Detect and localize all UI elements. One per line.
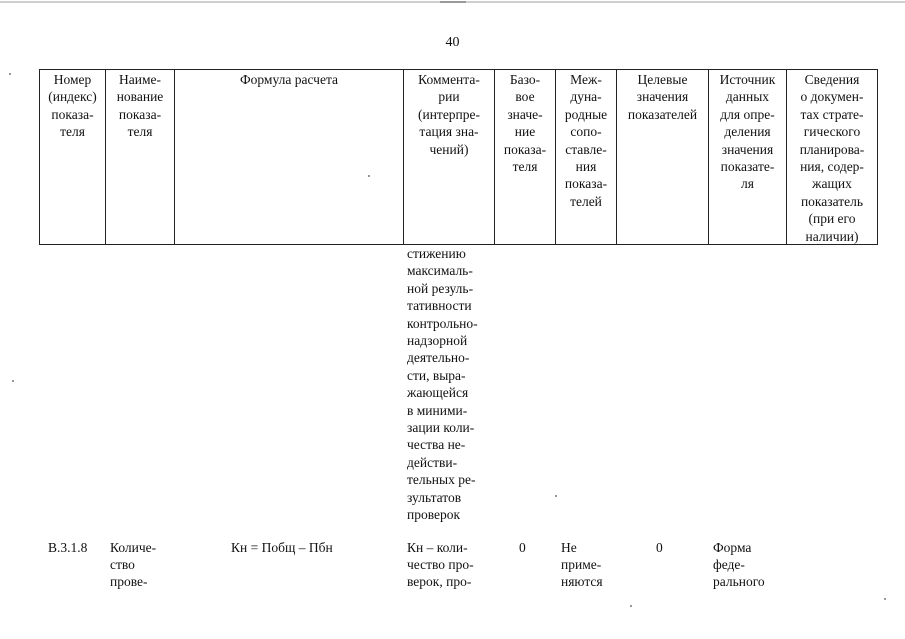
text-line: тах страте- (800, 106, 864, 122)
scan-speck (884, 598, 886, 600)
row-intl (561, 539, 603, 590)
text-line: Кн – коли- (407, 540, 468, 555)
text-line: теля (512, 159, 538, 175)
scan-speck (368, 175, 370, 177)
header-name (106, 71, 174, 141)
text-line: прове- (110, 574, 148, 589)
text-line: гического (803, 124, 861, 140)
text-line: о докумен- (800, 89, 864, 105)
text-line: значения (721, 141, 774, 157)
col-border (877, 69, 878, 244)
text-line: ния (575, 159, 597, 175)
text-line: сопо- (570, 124, 602, 140)
continued-comment (407, 245, 478, 524)
text-line: наличии) (805, 228, 859, 244)
text-line: данных (725, 89, 770, 105)
text-line: чество про- (407, 557, 474, 572)
text-line: в миними- (407, 402, 468, 418)
text-line: тельных ре- (407, 472, 476, 488)
text-line: показа- (118, 106, 162, 122)
text-line: Целевые (637, 72, 688, 87)
text-line: Источник (719, 72, 776, 87)
text-line: телей (570, 193, 602, 209)
text-line: стижению (407, 246, 466, 261)
text-line: тация зна- (419, 124, 479, 140)
row-base: 0 (519, 540, 526, 555)
scan-speck (630, 605, 632, 607)
text-line: феде- (713, 557, 745, 572)
text-line: рального (713, 574, 765, 589)
text-line: ной резуль- (407, 280, 474, 296)
header-formula (175, 71, 403, 88)
scan-speck (555, 495, 557, 497)
text-line: нование (116, 89, 164, 105)
text-line: (интерпре- (417, 106, 481, 122)
scan-speck (12, 380, 14, 382)
text-line: Коммента- (418, 72, 480, 87)
row-name (110, 539, 156, 590)
text-line: вое (515, 89, 535, 105)
row-target: 0 (656, 540, 663, 555)
text-line: для опре- (720, 106, 775, 122)
text-line: родные (564, 106, 608, 122)
text-line: ния, содер- (800, 159, 864, 175)
header-intl (556, 71, 616, 210)
text-line: Форма (713, 540, 752, 555)
text-line: показателей (627, 106, 698, 122)
text-line: действи- (407, 454, 458, 470)
text-line: сти, выра- (407, 367, 466, 383)
text-line: Формула расчета (239, 72, 339, 87)
text-line: (индекс) (48, 89, 97, 105)
header-base (495, 71, 555, 175)
text-line: показа- (503, 141, 547, 157)
row-source (713, 539, 765, 590)
text-line: дуна- (570, 89, 602, 105)
text-line: деятельно- (407, 350, 470, 366)
text-line: теля (60, 124, 85, 140)
header-source (709, 71, 786, 193)
text-line: значе- (507, 106, 543, 122)
table-top-border (39, 69, 878, 70)
text-line: рии (438, 89, 460, 105)
text-line: ство (110, 557, 135, 572)
text-line: приме- (561, 557, 602, 572)
text-line: Сведения (804, 72, 860, 87)
text-line: Не (561, 540, 577, 555)
header-num (40, 71, 105, 141)
text-line: верок, про- (407, 574, 472, 589)
header-comment (404, 71, 494, 158)
text-line: Номер (53, 72, 92, 87)
text-line: Меж- (570, 72, 602, 87)
text-line: показате- (720, 159, 775, 175)
text-line: проверок (407, 507, 461, 523)
text-line: показа- (564, 176, 608, 192)
row-formula: Кн = Побщ – Пбн (231, 540, 333, 555)
text-line: жающейся (407, 385, 469, 401)
text-line: показатель (800, 193, 864, 209)
page-number: 40 (445, 35, 460, 50)
text-line: Базо- (509, 72, 541, 87)
scan-top-mark (440, 1, 466, 3)
text-line: чений) (429, 141, 469, 157)
text-line: планирова- (799, 141, 865, 157)
row-num: В.3.1.8 (48, 540, 88, 555)
text-line: значения (636, 89, 689, 105)
text-line: тативности (407, 298, 472, 314)
text-line: максималь- (407, 263, 473, 279)
text-line: деления (724, 124, 771, 140)
header-docs (787, 71, 877, 245)
text-line: ставле- (565, 141, 607, 157)
text-line: чества не- (407, 437, 466, 453)
scan-speck (9, 73, 11, 75)
text-line: Количе- (110, 540, 157, 555)
header-target (617, 71, 708, 123)
text-line: контрольно- (407, 315, 478, 331)
text-line: Наиме- (119, 72, 161, 87)
text-line: ля (741, 176, 754, 192)
text-line: зультатов (407, 489, 462, 505)
text-line: зации коли- (407, 420, 475, 436)
text-line: ние (514, 124, 536, 140)
text-line: жащих (812, 176, 852, 192)
text-line: надзорной (407, 333, 468, 349)
row-comment (407, 539, 474, 590)
text-line: (при его (808, 211, 856, 227)
col-border (174, 69, 175, 244)
text-line: показа- (51, 106, 94, 122)
text-line: няются (561, 574, 603, 589)
text-line: теля (127, 124, 153, 140)
